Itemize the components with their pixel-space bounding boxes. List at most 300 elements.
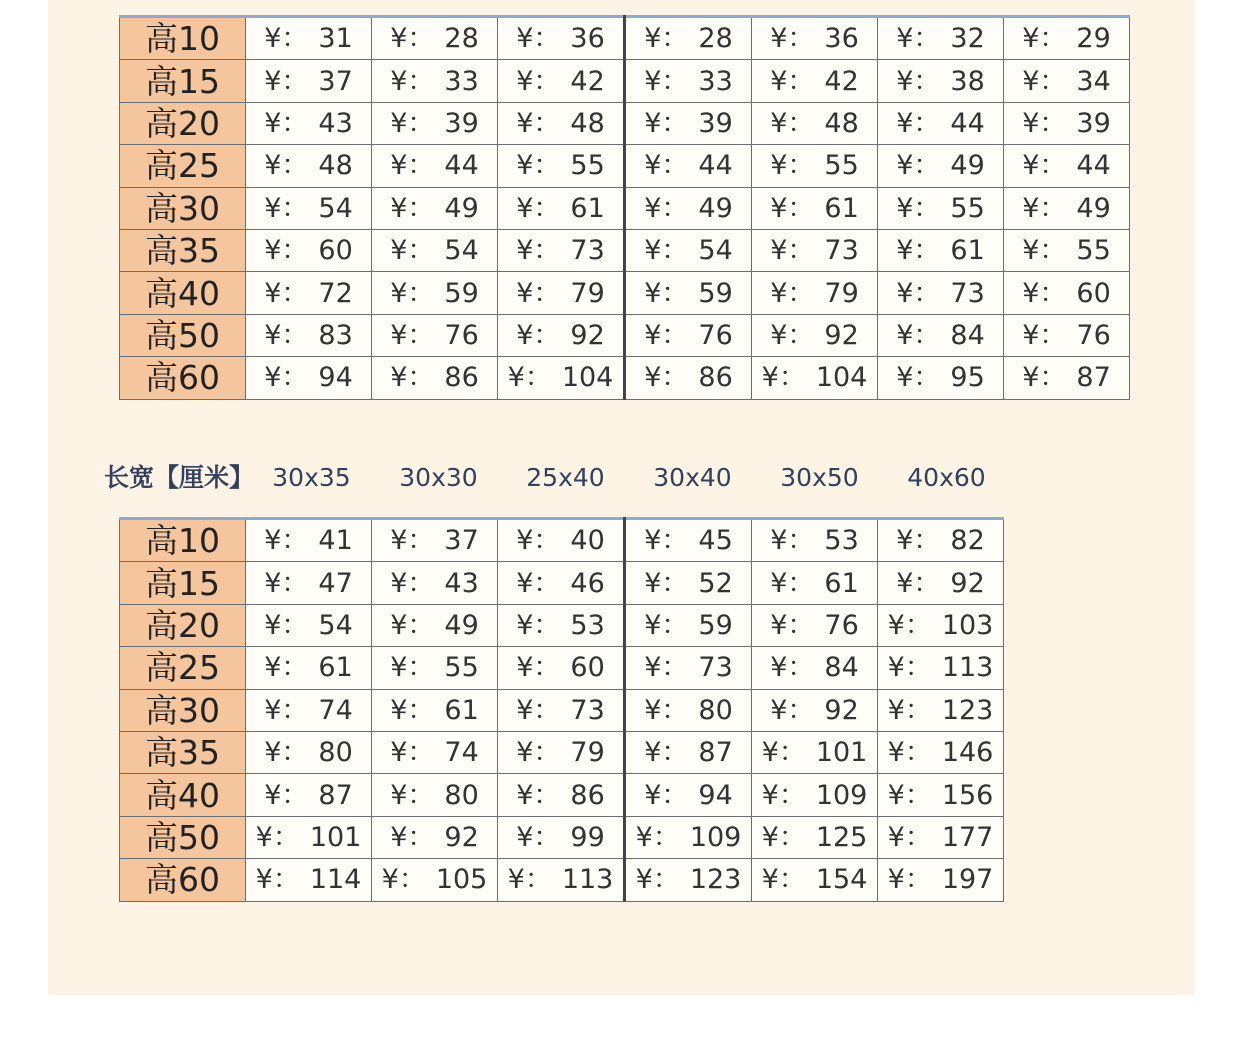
price-value: 92: [824, 319, 859, 351]
price-cell: [752, 816, 878, 858]
price-value: 103: [941, 609, 994, 641]
price-value: 95: [950, 362, 985, 394]
price-value: 61: [318, 652, 353, 684]
price-cell: [878, 604, 1004, 646]
currency-symbol: ¥ ：: [762, 864, 806, 895]
currency-symbol: ¥ ：: [644, 235, 688, 266]
currency-symbol: ¥ ：: [390, 610, 434, 641]
price-row: [120, 229, 1130, 271]
price-cell: [1004, 102, 1130, 144]
price-cell: [372, 229, 498, 271]
height-label: 高60: [120, 357, 246, 399]
currency-symbol: ¥ ：: [896, 150, 940, 181]
currency-symbol: ¥ ：: [516, 193, 560, 224]
price-cell: [752, 562, 878, 604]
price-cell: [878, 17, 1004, 60]
price-cell: [625, 60, 752, 102]
price-cell: [372, 102, 498, 144]
price-value: 156: [941, 779, 994, 811]
price-row: [120, 519, 1004, 562]
currency-symbol: ¥ ：: [264, 610, 308, 641]
currency-symbol: ¥ ：: [762, 362, 806, 393]
price-value: 74: [318, 694, 353, 726]
price-value: 39: [444, 107, 479, 139]
currency-symbol: ¥ ：: [770, 652, 814, 683]
price-value: 54: [318, 192, 353, 224]
price-value: 49: [1076, 192, 1111, 224]
price-cell: [498, 562, 625, 604]
currency-symbol: ¥ ：: [644, 150, 688, 181]
currency-symbol: ¥ ：: [264, 150, 308, 181]
price-value: 79: [570, 277, 605, 309]
currency-symbol: ¥ ：: [896, 362, 940, 393]
height-label: 高15: [120, 562, 246, 604]
price-cell: [372, 314, 498, 356]
price-cell: [625, 145, 752, 187]
price-row: [120, 604, 1004, 646]
currency-symbol: ¥ ：: [264, 235, 308, 266]
price-cell: [878, 357, 1004, 399]
price-cell: [246, 519, 372, 562]
price-value: 83: [318, 319, 353, 351]
price-cell: [625, 102, 752, 144]
price-value: 53: [570, 609, 605, 641]
price-value: 54: [698, 235, 733, 267]
price-value: 48: [824, 107, 859, 139]
price-cell: [752, 229, 878, 271]
currency-symbol: ¥ ：: [888, 864, 932, 895]
currency-symbol: ¥ ：: [888, 737, 932, 768]
price-value: 60: [570, 652, 605, 684]
currency-symbol: ¥ ：: [390, 150, 434, 181]
price-value: 55: [950, 192, 985, 224]
price-value: 80: [318, 737, 353, 769]
currency-symbol: ¥ ：: [636, 822, 680, 853]
currency-symbol: ¥ ：: [770, 525, 814, 556]
currency-symbol: ¥ ：: [770, 695, 814, 726]
currency-symbol: ¥ ：: [770, 108, 814, 139]
price-cell: [246, 17, 372, 60]
price-row: [120, 689, 1004, 731]
price-cell: [878, 689, 1004, 731]
price-cell: [625, 859, 752, 901]
price-value: 49: [444, 192, 479, 224]
price-value: 125: [815, 821, 868, 853]
price-cell: [752, 647, 878, 689]
price-value: 43: [444, 567, 479, 599]
height-label: 高10: [120, 17, 246, 60]
price-value: 60: [318, 235, 353, 267]
price-value: 76: [1076, 319, 1111, 351]
price-value: 101: [815, 737, 868, 769]
price-cell: [372, 145, 498, 187]
price-cell: [878, 774, 1004, 816]
price-cell: [372, 562, 498, 604]
currency-symbol: ¥ ：: [390, 695, 434, 726]
size-header-item: 40x60: [907, 463, 986, 492]
price-cell: [498, 519, 625, 562]
size-header-item: 25x40: [526, 463, 605, 492]
price-cell: [498, 859, 625, 901]
currency-symbol: ¥ ：: [896, 193, 940, 224]
currency-symbol: ¥ ：: [516, 278, 560, 309]
price-row: [120, 272, 1130, 314]
currency-symbol: ¥ ：: [770, 66, 814, 97]
price-cell: [752, 689, 878, 731]
price-value: 76: [824, 609, 859, 641]
currency-symbol: ¥ ：: [516, 652, 560, 683]
price-cell: [372, 774, 498, 816]
price-cell: [625, 314, 752, 356]
price-cell: [752, 357, 878, 399]
price-cell: [752, 145, 878, 187]
price-value: 39: [1076, 107, 1111, 139]
price-cell: [625, 519, 752, 562]
currency-symbol: ¥ ：: [516, 235, 560, 266]
price-value: 84: [950, 319, 985, 351]
price-value: 84: [824, 652, 859, 684]
price-row: [120, 647, 1004, 689]
price-value: 113: [561, 864, 614, 896]
currency-symbol: ¥ ：: [516, 150, 560, 181]
price-cell: [625, 187, 752, 229]
height-label: 高50: [120, 314, 246, 356]
price-cell: [246, 859, 372, 901]
price-value: 61: [824, 567, 859, 599]
price-cell: [372, 187, 498, 229]
price-value: 48: [318, 150, 353, 182]
price-value: 49: [698, 192, 733, 224]
price-cell: [625, 689, 752, 731]
price-value: 105: [435, 864, 488, 896]
currency-symbol: ¥ ：: [516, 780, 560, 811]
currency-symbol: ¥ ：: [770, 193, 814, 224]
currency-symbol: ¥ ：: [516, 610, 560, 641]
price-value: 28: [444, 23, 479, 55]
currency-symbol: ¥ ：: [770, 235, 814, 266]
currency-symbol: ¥ ：: [264, 108, 308, 139]
currency-symbol: ¥ ：: [516, 320, 560, 351]
currency-symbol: ¥ ：: [770, 150, 814, 181]
currency-symbol: ¥ ：: [390, 320, 434, 351]
price-cell: [372, 357, 498, 399]
price-value: 92: [950, 567, 985, 599]
price-cell: [246, 647, 372, 689]
price-cell: [625, 357, 752, 399]
price-value: 73: [950, 277, 985, 309]
price-value: 34: [1076, 65, 1111, 97]
price-row: [120, 314, 1130, 356]
price-value: 29: [1076, 23, 1111, 55]
price-cell: [372, 689, 498, 731]
currency-symbol: ¥ ：: [896, 23, 940, 54]
price-cell: [246, 102, 372, 144]
size-header-item: 30x50: [780, 463, 859, 492]
currency-symbol: ¥ ：: [888, 822, 932, 853]
price-value: 39: [698, 107, 733, 139]
currency-symbol: ¥ ：: [516, 695, 560, 726]
currency-symbol: ¥ ：: [770, 610, 814, 641]
price-row: [120, 102, 1130, 144]
currency-symbol: ¥ ：: [644, 525, 688, 556]
price-cell: [372, 731, 498, 773]
currency-symbol: ¥ ：: [516, 108, 560, 139]
height-label: 高40: [120, 774, 246, 816]
height-label: 高15: [120, 60, 246, 102]
price-value: 80: [698, 694, 733, 726]
price-cell: [878, 314, 1004, 356]
currency-symbol: ¥ ：: [264, 66, 308, 97]
price-cell: [1004, 17, 1130, 60]
price-value: 60: [1076, 277, 1111, 309]
currency-symbol: ¥ ：: [896, 320, 940, 351]
currency-symbol: ¥ ：: [644, 278, 688, 309]
price-value: 28: [698, 23, 733, 55]
price-cell: [246, 229, 372, 271]
currency-symbol: ¥ ：: [1022, 235, 1066, 266]
price-value: 44: [444, 150, 479, 182]
price-cell: [246, 314, 372, 356]
price-cell: [498, 187, 625, 229]
price-cell: [498, 604, 625, 646]
currency-symbol: ¥ ：: [888, 652, 932, 683]
currency-symbol: ¥ ：: [896, 525, 940, 556]
currency-symbol: ¥ ：: [516, 737, 560, 768]
height-label: 高60: [120, 859, 246, 901]
currency-symbol: ¥ ：: [644, 780, 688, 811]
currency-symbol: ¥ ：: [888, 780, 932, 811]
price-value: 104: [815, 362, 868, 394]
price-cell: [498, 60, 625, 102]
price-cell: [372, 816, 498, 858]
price-value: 79: [824, 277, 859, 309]
price-cell: [1004, 60, 1130, 102]
price-value: 99: [570, 821, 605, 853]
price-value: 86: [444, 362, 479, 394]
price-value: 74: [444, 737, 479, 769]
currency-symbol: ¥ ：: [390, 23, 434, 54]
currency-symbol: ¥ ：: [390, 278, 434, 309]
price-value: 48: [570, 107, 605, 139]
price-value: 79: [570, 737, 605, 769]
price-value: 55: [444, 652, 479, 684]
price-cell: [752, 774, 878, 816]
price-value: 61: [570, 192, 605, 224]
price-value: 32: [950, 23, 985, 55]
currency-symbol: ¥ ：: [264, 695, 308, 726]
height-label: 高35: [120, 229, 246, 271]
currency-symbol: ¥ ：: [896, 235, 940, 266]
currency-symbol: ¥ ：: [762, 737, 806, 768]
price-value: 36: [570, 23, 605, 55]
currency-symbol: ¥ ：: [644, 652, 688, 683]
price-cell: [625, 731, 752, 773]
currency-symbol: ¥ ：: [256, 822, 300, 853]
price-value: 49: [950, 150, 985, 182]
price-value: 76: [698, 319, 733, 351]
currency-symbol: ¥ ：: [1022, 150, 1066, 181]
price-value: 109: [815, 779, 868, 811]
price-cell: [625, 562, 752, 604]
price-value: 52: [698, 567, 733, 599]
price-cell: [752, 102, 878, 144]
price-value: 61: [950, 235, 985, 267]
currency-symbol: ¥ ：: [390, 362, 434, 393]
currency-symbol: ¥ ：: [382, 864, 426, 895]
price-value: 36: [824, 23, 859, 55]
price-cell: [1004, 314, 1130, 356]
price-cell: [246, 60, 372, 102]
price-value: 197: [941, 864, 994, 896]
price-cell: [625, 229, 752, 271]
currency-symbol: ¥ ：: [1022, 362, 1066, 393]
currency-symbol: ¥ ：: [762, 822, 806, 853]
price-cell: [498, 102, 625, 144]
price-value: 146: [941, 737, 994, 769]
currency-symbol: ¥ ：: [644, 737, 688, 768]
price-value: 80: [444, 779, 479, 811]
currency-symbol: ¥ ：: [264, 193, 308, 224]
price-cell: [878, 60, 1004, 102]
height-label: 高30: [120, 187, 246, 229]
size-header-item: 30x30: [399, 463, 478, 492]
price-cell: [246, 272, 372, 314]
price-cell: [878, 816, 1004, 858]
currency-symbol: ¥ ：: [1022, 23, 1066, 54]
price-cell: [498, 774, 625, 816]
price-value: 76: [444, 319, 479, 351]
currency-symbol: ¥ ：: [888, 610, 932, 641]
price-cell: [625, 272, 752, 314]
price-cell: [498, 689, 625, 731]
currency-symbol: ¥ ：: [770, 23, 814, 54]
price-cell: [498, 357, 625, 399]
price-value: 37: [444, 525, 479, 557]
price-cell: [878, 519, 1004, 562]
price-value: 92: [824, 694, 859, 726]
price-row: [120, 357, 1130, 399]
price-cell: [1004, 229, 1130, 271]
currency-symbol: ¥ ：: [896, 568, 940, 599]
currency-symbol: ¥ ：: [770, 320, 814, 351]
price-cell: [246, 774, 372, 816]
price-cell: [498, 314, 625, 356]
price-cell: [498, 731, 625, 773]
currency-symbol: ¥ ：: [644, 23, 688, 54]
currency-symbol: ¥ ：: [264, 525, 308, 556]
price-value: 53: [824, 525, 859, 557]
price-cell: [752, 519, 878, 562]
price-value: 43: [318, 107, 353, 139]
height-label: 高50: [120, 816, 246, 858]
currency-symbol: ¥ ：: [390, 737, 434, 768]
price-cell: [625, 604, 752, 646]
currency-symbol: ¥ ：: [390, 108, 434, 139]
price-value: 54: [318, 609, 353, 641]
price-row: [120, 60, 1130, 102]
price-cell: [246, 604, 372, 646]
currency-symbol: ¥ ：: [264, 320, 308, 351]
price-cell: [1004, 272, 1130, 314]
price-cell: [625, 17, 752, 60]
currency-symbol: ¥ ：: [390, 66, 434, 97]
price-value: 82: [950, 525, 985, 557]
price-value: 87: [698, 737, 733, 769]
price-row: [120, 774, 1004, 816]
currency-symbol: ¥ ：: [1022, 278, 1066, 309]
price-value: 94: [698, 779, 733, 811]
price-cell: [246, 357, 372, 399]
price-value: 46: [570, 567, 605, 599]
price-cell: [372, 17, 498, 60]
price-value: 42: [570, 65, 605, 97]
height-label: 高25: [120, 647, 246, 689]
currency-symbol: ¥ ：: [896, 108, 940, 139]
price-cell: [246, 816, 372, 858]
price-cell: [246, 562, 372, 604]
currency-symbol: ¥ ：: [516, 525, 560, 556]
price-table-2: [119, 517, 1004, 902]
currency-symbol: ¥ ：: [516, 822, 560, 853]
price-cell: [878, 562, 1004, 604]
height-label: 高20: [120, 102, 246, 144]
currency-symbol: ¥ ：: [390, 525, 434, 556]
price-cell: [1004, 187, 1130, 229]
size-header-item: 30x40: [653, 463, 732, 492]
price-cell: [878, 731, 1004, 773]
price-value: 113: [941, 652, 994, 684]
price-value: 33: [698, 65, 733, 97]
price-value: 61: [824, 192, 859, 224]
price-row: [120, 145, 1130, 187]
price-cell: [498, 17, 625, 60]
price-value: 73: [824, 235, 859, 267]
price-value: 109: [689, 821, 742, 853]
price-cell: [625, 774, 752, 816]
price-cell: [246, 145, 372, 187]
price-value: 40: [570, 525, 605, 557]
price-value: 59: [444, 277, 479, 309]
price-cell: [878, 187, 1004, 229]
price-cell: [372, 272, 498, 314]
price-cell: [1004, 145, 1130, 187]
price-value: 49: [444, 609, 479, 641]
price-value: 42: [824, 65, 859, 97]
price-cell: [498, 816, 625, 858]
price-row: [120, 187, 1130, 229]
price-cell: [246, 689, 372, 731]
currency-symbol: ¥ ：: [762, 780, 806, 811]
price-value: 59: [698, 609, 733, 641]
price-value: 154: [815, 864, 868, 896]
price-value: 73: [570, 235, 605, 267]
price-value: 73: [698, 652, 733, 684]
currency-symbol: ¥ ：: [390, 652, 434, 683]
price-value: 94: [318, 362, 353, 394]
currency-symbol: ¥ ：: [516, 568, 560, 599]
currency-symbol: ¥ ：: [390, 822, 434, 853]
price-value: 61: [444, 694, 479, 726]
price-value: 44: [1076, 150, 1111, 182]
price-cell: [372, 519, 498, 562]
price-cell: [752, 731, 878, 773]
currency-symbol: ¥ ：: [888, 695, 932, 726]
price-value: 59: [698, 277, 733, 309]
currency-symbol: ¥ ：: [516, 66, 560, 97]
currency-symbol: ¥ ：: [1022, 108, 1066, 139]
price-cell: [498, 647, 625, 689]
price-cell: [1004, 357, 1130, 399]
